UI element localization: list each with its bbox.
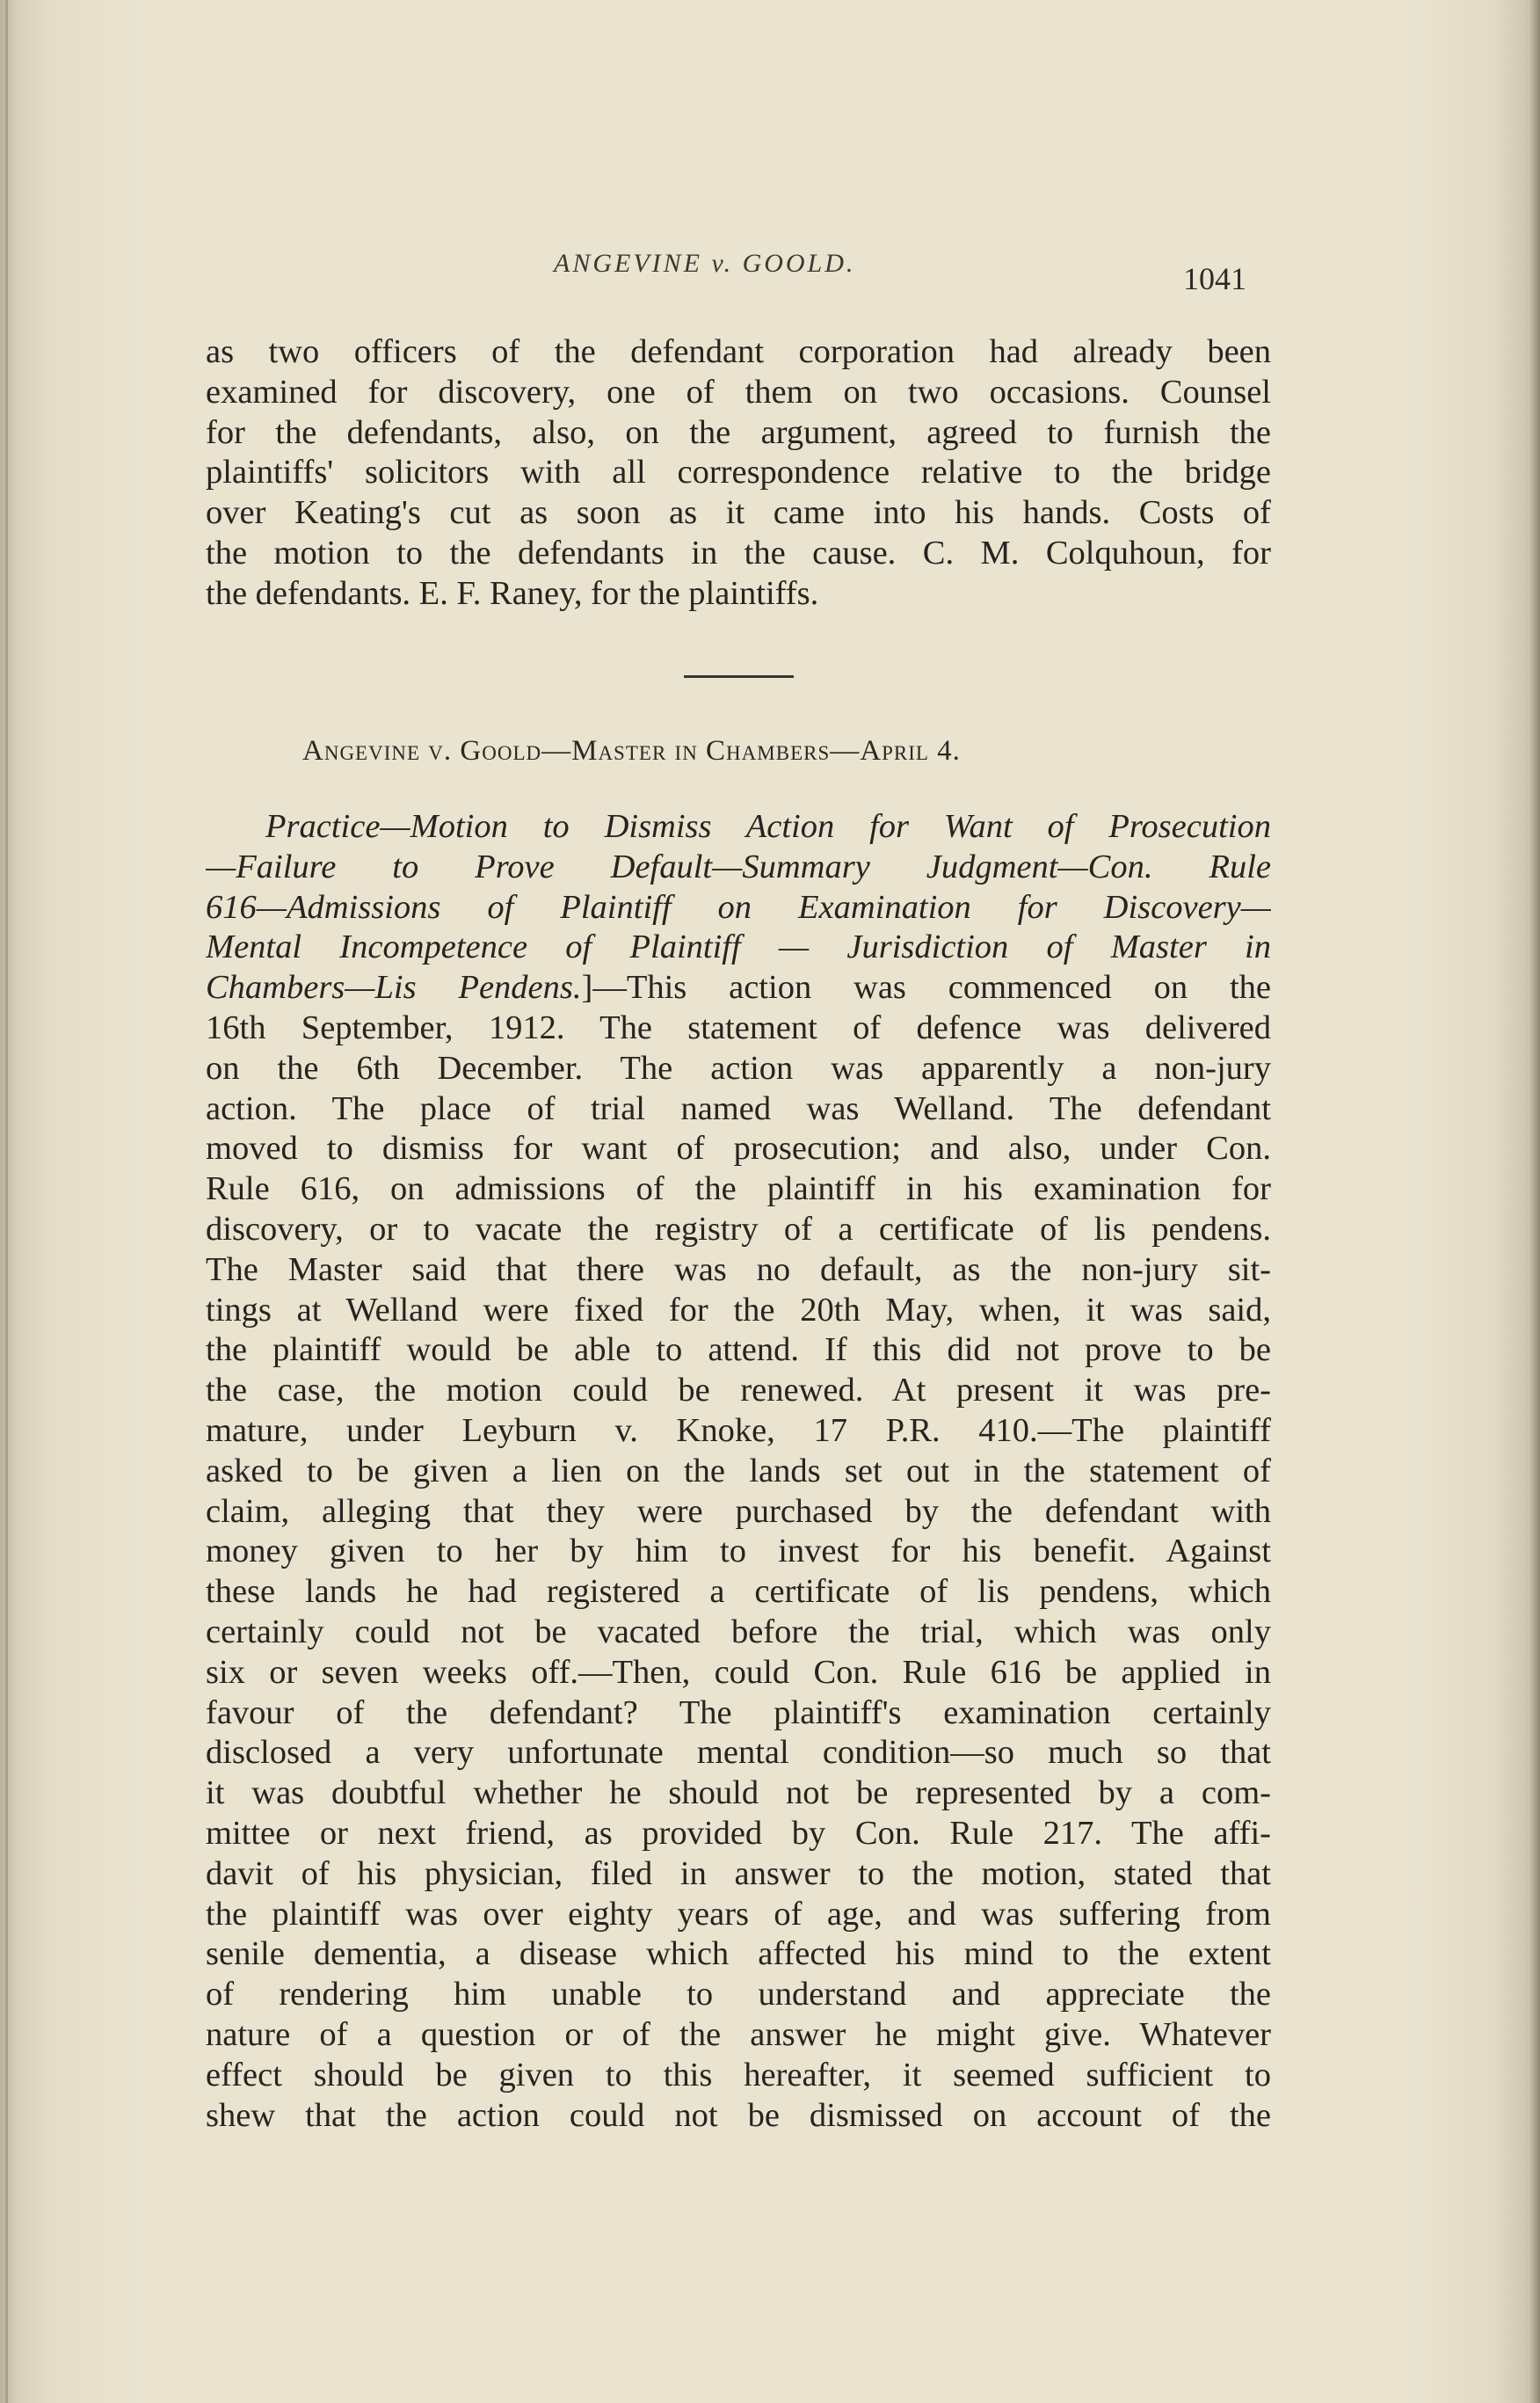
headnote-tail-rest: ]—This action was commenced on the bbox=[581, 969, 1271, 1007]
text-line: action. The place of trial named was Welland. The defendant bbox=[206, 1089, 1271, 1127]
text-line: senile dementia, a disease which affected his mind to the extent bbox=[206, 1935, 1271, 1973]
text-line: of rendering him unable to understand and appreciate the bbox=[206, 1976, 1271, 2013]
running-head: ANGEVINE v. GOOLD. bbox=[554, 249, 856, 278]
text-line: disclosed a very unfortunate mental condition—so much so that bbox=[206, 1734, 1271, 1772]
text-line: Rule 616, on admissions of the plaintiff in his examination for bbox=[206, 1170, 1271, 1208]
text-line: the plaintiff was over eighty years of age, and was suffering from bbox=[206, 1895, 1271, 1933]
headnote-line: —Failure to Prove Default—Summary Judgment—Con. Rule bbox=[206, 848, 1271, 885]
text-line: the motion to the defendants in the cause. C. M. Colquhoun, for bbox=[206, 534, 1271, 572]
headnote-tail-italic: Chambers—Lis Pendens. bbox=[206, 969, 582, 1007]
text-line: it was doubtful whether he should not be represented by a com- bbox=[206, 1774, 1271, 1812]
text-line: the defendants. E. F. Raney, for the plaintiffs. bbox=[206, 574, 819, 612]
paragraph-continued bbox=[206, 332, 1271, 615]
page-number: 1041 bbox=[1183, 261, 1246, 296]
text-line: shew that the action could not be dismissed on account of the bbox=[206, 2096, 1271, 2134]
text-line: the plaintiff would be able to attend. If this did not prove to be bbox=[206, 1331, 1271, 1369]
headnote-line: Practice—Motion to Dismiss Action for Want of Prosecution bbox=[265, 808, 1271, 845]
headnote-line: Mental Incompetence of Plaintiff — Jurisdiction of Master in bbox=[206, 928, 1271, 966]
section-divider bbox=[684, 675, 794, 678]
text-line: for the defendants, also, on the argument, agreed to furnish the bbox=[206, 413, 1271, 451]
text-line: favour of the defendant? The plaintiff's examination certainly bbox=[206, 1693, 1271, 1731]
text-line: discovery, or to vacate the registry of a certificate of lis pendens. bbox=[206, 1210, 1271, 1248]
text-line: moved to dismiss for want of prosecution; and also, under Con. bbox=[206, 1130, 1271, 1168]
case-heading: Angevine v. Goold—Master in Chambers—April 4. bbox=[302, 735, 961, 767]
case-report bbox=[206, 807, 1271, 2136]
text-line: over Keating's cut as soon as it came into his hands. Costs of bbox=[206, 494, 1271, 532]
text-line: the case, the motion could be renewed. At present it was pre- bbox=[206, 1372, 1271, 1409]
text-line: tings at Welland were fixed for the 20th May, when, it was said, bbox=[206, 1291, 1271, 1329]
text-line: asked to be given a lien on the lands set out in the statement of bbox=[206, 1452, 1271, 1489]
headnote-tail-line bbox=[206, 968, 1271, 1009]
text-line: mature, under Leyburn v. Knoke, 17 P.R. 410.—The plaintiff bbox=[206, 1411, 1271, 1449]
headnote-line: 616—Admissions of Plaintiff on Examination for Discovery— bbox=[206, 888, 1271, 926]
text-line: nature of a question or of the answer he might give. Whatever bbox=[206, 2015, 1271, 2053]
text-line: effect should be given to this hereafter, it seemed sufficient to bbox=[206, 2056, 1271, 2094]
text-line: claim, alleging that they were purchased by the defendant with bbox=[206, 1492, 1271, 1530]
text-line: six or seven weeks off.—Then, could Con. Rule 616 be applied in bbox=[206, 1653, 1271, 1691]
text-line: money given to her by him to invest for his benefit. Against bbox=[206, 1533, 1271, 1570]
text-line: The Master said that there was no default, as the non-jury sit- bbox=[206, 1250, 1271, 1288]
text-line: on the 6th December. The action was apparently a non-jury bbox=[206, 1049, 1271, 1087]
text-line: as two officers of the defendant corporation had already been bbox=[206, 333, 1271, 370]
page-gutter-shadow bbox=[5, 0, 8, 2403]
text-line: mittee or next friend, as provided by Con. Rule 217. The affi- bbox=[206, 1814, 1271, 1852]
text-line: 16th September, 1912. The statement of defence was delivered bbox=[206, 1009, 1271, 1046]
text-line: davit of his physician, filed in answer to the motion, stated that bbox=[206, 1854, 1271, 1892]
text-line: certainly could not be vacated before the trial, which was only bbox=[206, 1613, 1271, 1650]
page-edge-shadow bbox=[1528, 0, 1540, 2403]
text-line: these lands he had registered a certificate of lis pendens, which bbox=[206, 1573, 1271, 1611]
text-line: plaintiffs' solicitors with all correspondence relative to the bridge bbox=[206, 454, 1271, 492]
text-line: examined for discovery, one of them on two occasions. Counsel bbox=[206, 373, 1271, 411]
